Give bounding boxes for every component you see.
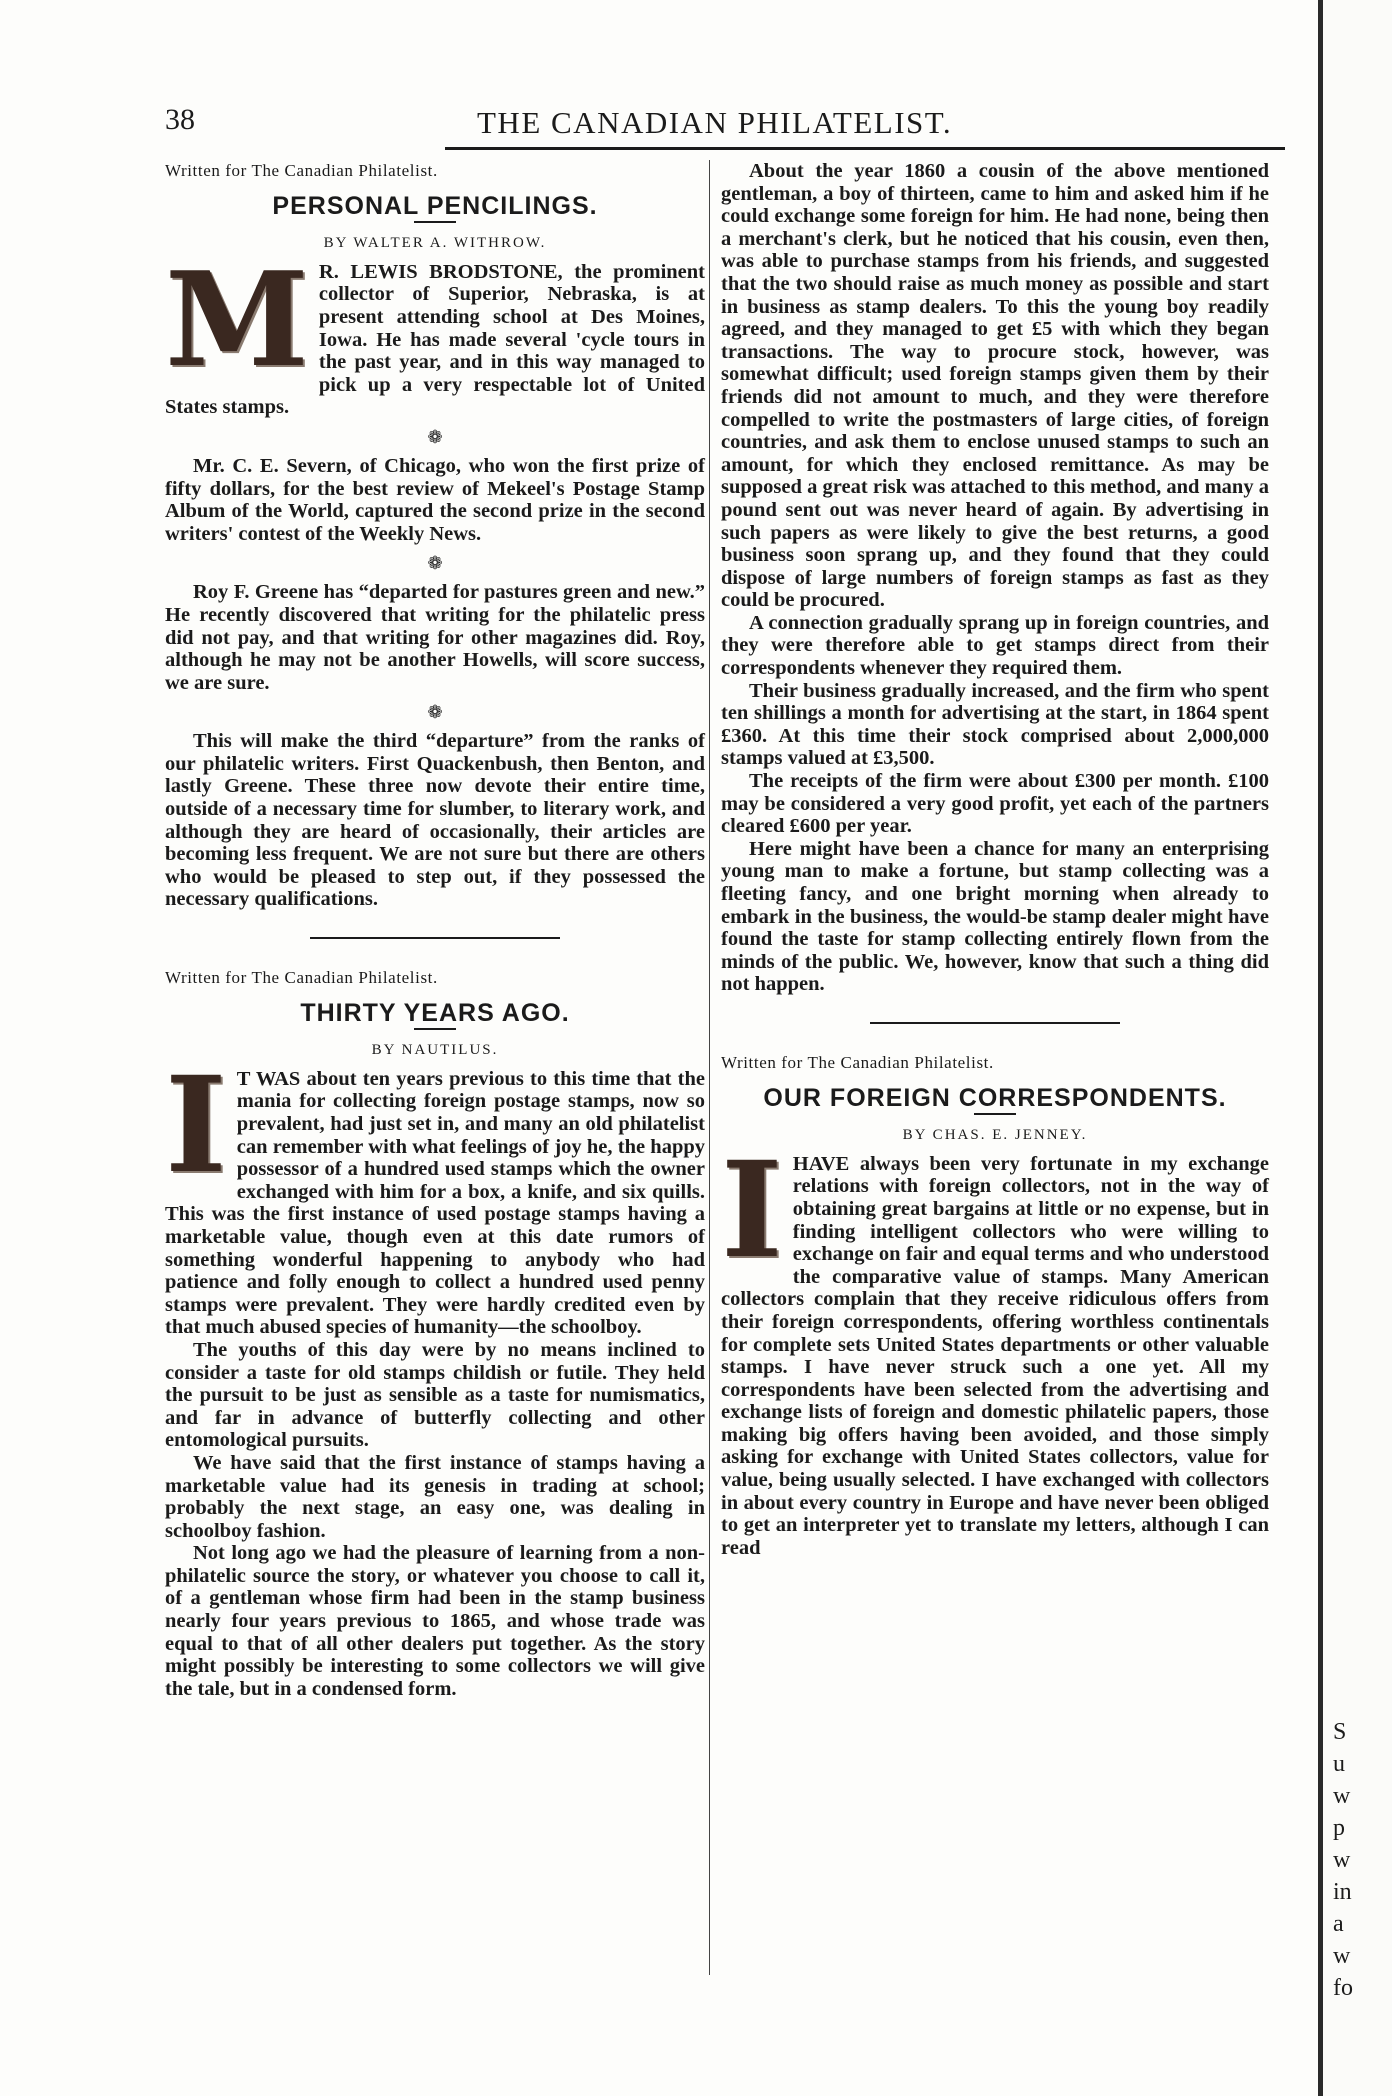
article-paragraph: Their business gradually increased, and the firm who spent ten shillings a month for advertising at the start, in 1864 spent £360. At this time their stock comprised about 2,000,000 stamps valued at £3,500. [721, 679, 1269, 770]
section-rule [870, 1022, 1120, 1024]
edge-letter: p [1333, 1815, 1345, 1841]
article-byline: BY CHAS. E. JENNEY. [902, 1127, 1088, 1144]
ornament-icon: ❁ [427, 702, 443, 723]
edge-letter: u [1333, 1751, 1345, 1777]
article-paragraph: The youths of this day were by no means inclined to consider a taste for old stamps childish or futile. They held the pursuit to be just as sensible as a taste for numismatics, and far in advance of butterfly collecting and other entomological pursuits. [165, 1338, 705, 1452]
page-number: 38 [165, 103, 195, 136]
article-paragraph: Mr. C. E. Severn, of Chicago, who won the first prize of fifty dollars, for the best review of Mekeel's Postage Stamp Album of the World, captured the second prize in the second writers' contest of the Weekly News. [165, 454, 705, 545]
article-paragraph: A connection gradually sprang up in foreign countries, and they were therefore able to get stamps direct from their correspondents whenever they required them. [721, 611, 1269, 680]
article-paragraph: The receipts of the firm were about £300 per month. £100 may be considered a very good profit, yet each of the partners cleared £600 per year. [721, 770, 1269, 838]
facing-page-edge [1318, 0, 1392, 2096]
edge-letter: w [1333, 1783, 1351, 1809]
right-column [721, 160, 1269, 1559]
ornament-icon: ❁ [427, 426, 443, 447]
written-for-label: Written for The Canadian Philatelist. [165, 161, 438, 180]
edge-letter: fo [1333, 1975, 1353, 2001]
page-header [165, 103, 1285, 147]
ornament-icon: ❁ [427, 553, 443, 574]
edge-letter: S [1333, 1719, 1347, 1745]
section-rule [310, 937, 560, 939]
article-thirty-years-ago-continued [721, 160, 1269, 996]
article-paragraph: About the year 1860 a cousin of the above mentioned gentleman, a boy of thirteen, came to him and asked him if he could exchange some foreign for him. He had none, being then a merchant's clerk, but he noticed that his cousin, even then, was able to purchase stamps from his friends, and suggested that the two should raise as much money as possible and start in business as stamp dealers. To this the young boy readily agreed, and they managed to get £5 with which they began transactions. The way to procure stock, however, was somewhat difficult; used foreign stamps given them by their friends did not amount to much, and they were therefore compelled to write the postmasters of large cities, of foreign countries, and ask them to enclose unused stamps to such an amount, for which they enclosed remittance. As may be supposed a great risk was attached to this method, and many a pound sent out was never heard of again. By advertising in such papers as were likely to give the best returns, a good business soon sprang up, and they found that they could dispose of large numbers of foreign stamps as fast as they could be procured. [721, 160, 1269, 612]
article-thirty-years-ago [165, 967, 705, 1700]
paragraph-text: R. LEWIS BRODSTONE, the prominent collector of Superior, Nebraska, is at present attending school at Des Moines, Iowa. He has made several 'cycle tours in the past year, and in this way managed to pick up a very respectable lot of United States stamps. [165, 260, 705, 419]
article-byline: BY NAUTILUS. [371, 1042, 499, 1059]
drop-cap: I [721, 1132, 783, 1288]
drop-cap: I [165, 1047, 227, 1203]
article-paragraph: Here might have been a chance for many an enterprising young man to make a fortune, but stamp collecting was a fleeting fancy, and one bright morning when already to embark in the business, the would-be stamp dealer might have found the taste for stamp collecting entirely flown from the minds of the public. We, however, know that such a thing did not happen. [721, 837, 1269, 996]
article-paragraph: Roy F. Greene has “departed for pastures green and new.” He recently discovered that writing for the philatelic press did not pay, and that writing for other magazines did. Roy, although he may not be another Howells, will score success, we are sure. [165, 581, 705, 694]
edge-letter: w [1333, 1847, 1351, 1873]
edge-letter: w [1333, 1943, 1351, 1969]
edge-letter: in [1333, 1879, 1352, 1905]
article-title: PERSONAL PENCILINGS. [272, 191, 598, 220]
article-paragraph: This will make the third “departure” from the ranks of our philatelic writers. First Quackenbush, then Benton, and lastly Greene. These three now devote their entire time, outside of a necessary time for slumber, to literary work, and although they are heard of occasionally, their articles are becoming less frequent. We are not sure but there are others who would be pleased to step out, if they possessed the necessary qualifications. [165, 730, 705, 911]
article-paragraph: We have said that the first instance of stamps having a marketable value had its genesis in trading at school; probably the next stage, an easy one, was dealing in schoolboy fashion. [165, 1451, 705, 1542]
article-title: OUR FOREIGN CORRESPONDENTS. [763, 1083, 1227, 1112]
article-title: THIRTY YEARS AGO. [300, 998, 570, 1027]
title-rule [974, 1113, 1016, 1115]
title-rule [414, 221, 456, 223]
article-our-foreign-correspondents [721, 1052, 1269, 1559]
article-byline: BY WALTER A. WITHROW. [323, 235, 547, 252]
column-divider [709, 160, 710, 1975]
journal-title: THE CANADIAN PHILATELIST. [477, 105, 953, 140]
edge-letter: a [1333, 1911, 1344, 1937]
drop-cap: M [165, 242, 309, 396]
paragraph-text: T WAS about ten years previous to this time that the mania for collecting foreign postage stamps, now so prevalent, had just set in, and many an old philatelist can remember with what feelings of joy he, the happy possessor of a hundred used stamps which the owner exchanged with him for a box, a knife, and six quills. This was the first instance of used postage stamps having a marketable value, though even at this date rumors of something wonderful happening to anybody who had patience and folly enough to collect a hundred used penny stamps were prevalent. They were hardly credited even by that much abused species of humanity—the schoolboy. [165, 1067, 705, 1339]
written-for-label: Written for The Canadian Philatelist. [165, 968, 438, 988]
written-for-label: Written for The Canadian Philatelist. [721, 1052, 994, 1072]
header-rule [445, 147, 1285, 150]
left-column [165, 160, 705, 1700]
article-paragraph: Not long ago we had the pleasure of learning from a non-philatelic source the story, or whatever you choose to call it, of a gentleman whose firm had been in the stamp business nearly four years previous to 1865, and whose trade was equal to that of all other dealers put together. As the story might possibly be interesting to some collectors we will give the tale, but in a condensed form. [165, 1542, 705, 1700]
title-rule [414, 1028, 456, 1030]
paragraph-text: HAVE always been very fortunate in my exchange relations with foreign collectors, not in the way of obtaining great bargains at little or no expense, but in finding intelligent collectors who were willing to exchange on fair and equal terms and who understood the comparative value of stamps. Many American collectors complain that they receive ridiculous offers from their foreign correspondents, offering worthless continentals for complete sets United States departments or other valuable stamps. I have never struck such a one yet. All my correspondents have been selected from the advertising and exchange lists of foreign and domestic philatelic papers, those making big offers having been avoided, and those simply asking for exchange with United States collectors, value for value, being usually selected. I have exchanged with collectors in about every country in Europe and have never been obliged to get an interpreter yet to translate my letters, although I can read [721, 1152, 1269, 1559]
article-personal-pencilings [165, 160, 705, 911]
